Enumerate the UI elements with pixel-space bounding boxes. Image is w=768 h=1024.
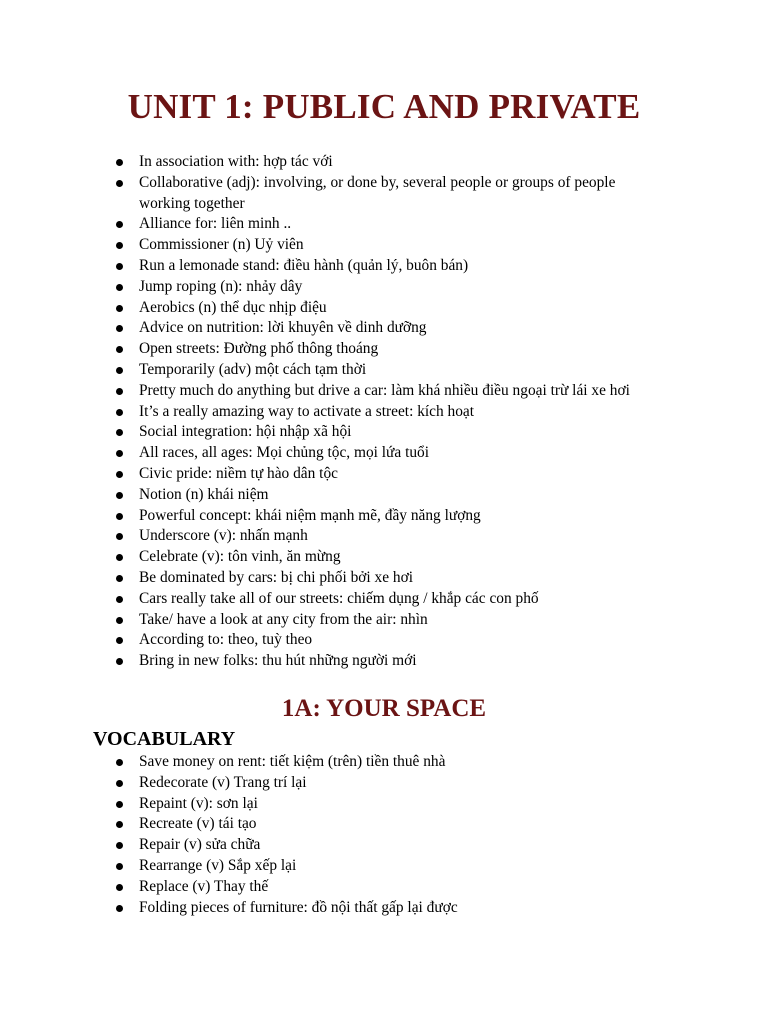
list-item [0,256,768,277]
list-item [0,402,768,423]
list-item [0,173,768,215]
list-item [0,277,768,298]
list-item-text: Aerobics (n) thể dục nhịp điệu [139,298,327,316]
intro-vocabulary-list [0,152,768,672]
bullet-icon [116,617,123,624]
bullet-icon [116,305,123,312]
list-item-text: According to: theo, tuỳ theo [139,631,313,649]
list-item-text: Powerful concept: khái niệm mạnh mẽ, đầy năng lượng [139,506,481,524]
list-item-text: Be dominated by cars: bị chi phối bởi xe hơi [139,568,414,586]
list-item [0,214,768,235]
list-item-text: All races, all ages: Mọi chủng tộc, mọi lứa tuổi [139,444,430,462]
bullet-icon [116,159,123,166]
list-item [0,898,768,919]
bullet-icon [116,346,123,353]
list-item-text: Recreate (v) tái tạo [139,815,257,833]
list-item-text: Jump roping (n): nhảy dây [139,277,303,295]
list-item [0,443,768,464]
list-item [0,589,768,610]
list-item [0,506,768,527]
bullet-icon [116,388,123,395]
bullet-icon [116,801,123,808]
bullet-icon [116,513,123,520]
bullet-icon [116,533,123,540]
list-item [0,526,768,547]
bullet-icon [116,863,123,870]
list-item-text: Take/ have a look at any city from the air: nhìn [139,610,428,628]
bullet-icon [116,905,123,912]
bullet-icon [116,637,123,644]
list-item [0,152,768,173]
list-item-text: Redecorate (v) Trang trí lại [139,773,307,791]
bullet-icon [116,263,123,270]
list-item [0,610,768,631]
list-item [0,547,768,568]
bullet-icon [116,242,123,249]
list-item [0,856,768,877]
section-vocabulary-list [0,752,768,918]
list-item [0,814,768,835]
list-item-text: Rearrange (v) Sắp xếp lại [139,856,297,874]
bullet-icon [116,492,123,499]
list-item [0,794,768,815]
list-item-text: Alliance for: liên minh .. [139,215,292,233]
bullet-icon [116,409,123,416]
vocabulary-heading: VOCABULARY [93,728,236,750]
list-item-text: Collaborative (adj): involving, or done by, several people or groups of people working together [139,173,616,212]
bullet-icon [116,284,123,291]
list-item [0,422,768,443]
page-title: UNIT 1: PUBLIC AND PRIVATE [127,87,641,126]
section-title: 1A: YOUR SPACE [281,695,487,722]
bullet-icon [116,367,123,374]
list-item-text: Open streets: Đường phố thông thoáng [139,340,379,358]
list-item [0,568,768,589]
list-item [0,318,768,339]
list-item-text: In association with: hợp tác với [139,153,333,170]
list-item-text: Save money on rent: tiết kiệm (trên) tiền thuê nhà [139,753,446,770]
list-item-text: Advice on nutrition: lời khuyên về dinh dưỡng [139,319,427,337]
bullet-icon [116,221,123,228]
list-item-text: Notion (n) khái niệm [139,485,269,503]
list-item [0,360,768,381]
list-item [0,877,768,898]
bullet-icon [116,450,123,457]
bullet-icon [116,884,123,891]
bullet-icon [116,780,123,787]
bullet-icon [116,575,123,582]
list-item-text: Civic pride: niềm tự hào dân tộc [139,464,338,482]
list-item [0,485,768,506]
bullet-icon [116,325,123,332]
list-item [0,630,768,651]
list-item [0,464,768,485]
list-item-text: Repaint (v): sơn lại [139,794,258,812]
bullet-icon [116,759,123,766]
list-item-text: Temporarily (adv) một cách tạm thời [139,360,367,378]
bullet-icon [116,658,123,665]
list-item [0,835,768,856]
list-item [0,381,768,402]
list-item [0,339,768,360]
list-item-text: Replace (v) Thay thế [139,877,269,895]
bullet-icon [116,429,123,436]
list-item [0,752,768,773]
list-item-text: Cars really take all of our streets: chiếm dụng / khắp các con phố [139,589,539,607]
list-item-text: Bring in new folks: thu hút những người mới [139,652,417,670]
list-item-text: Run a lemonade stand: điều hành (quản lý, buôn bán) [139,256,469,274]
list-item-text: Celebrate (v): tôn vinh, ăn mừng [139,548,341,566]
list-item-text: Underscore (v): nhấn mạnh [139,527,308,545]
list-item-text: Social integration: hội nhập xã hội [139,423,352,441]
bullet-icon [116,554,123,561]
list-item [0,773,768,794]
bullet-icon [116,821,123,828]
list-item-text: Commissioner (n) Uỷ viên [139,236,304,254]
list-item [0,235,768,256]
bullet-icon [116,596,123,603]
list-item-text: It’s a really amazing way to activate a street: kích hoạt [139,402,475,420]
bullet-icon [116,471,123,478]
list-item [0,651,768,672]
list-item-text: Repair (v) sửa chữa [139,836,261,854]
bullet-icon [116,842,123,849]
list-item-text: Pretty much do anything but drive a car: làm khá nhiều điều ngoại trừ lái xe hơi [139,381,630,399]
bullet-icon [116,180,123,187]
list-item [0,298,768,319]
list-item-text: Folding pieces of furniture: đồ nội thất gấp lại được [139,898,458,916]
